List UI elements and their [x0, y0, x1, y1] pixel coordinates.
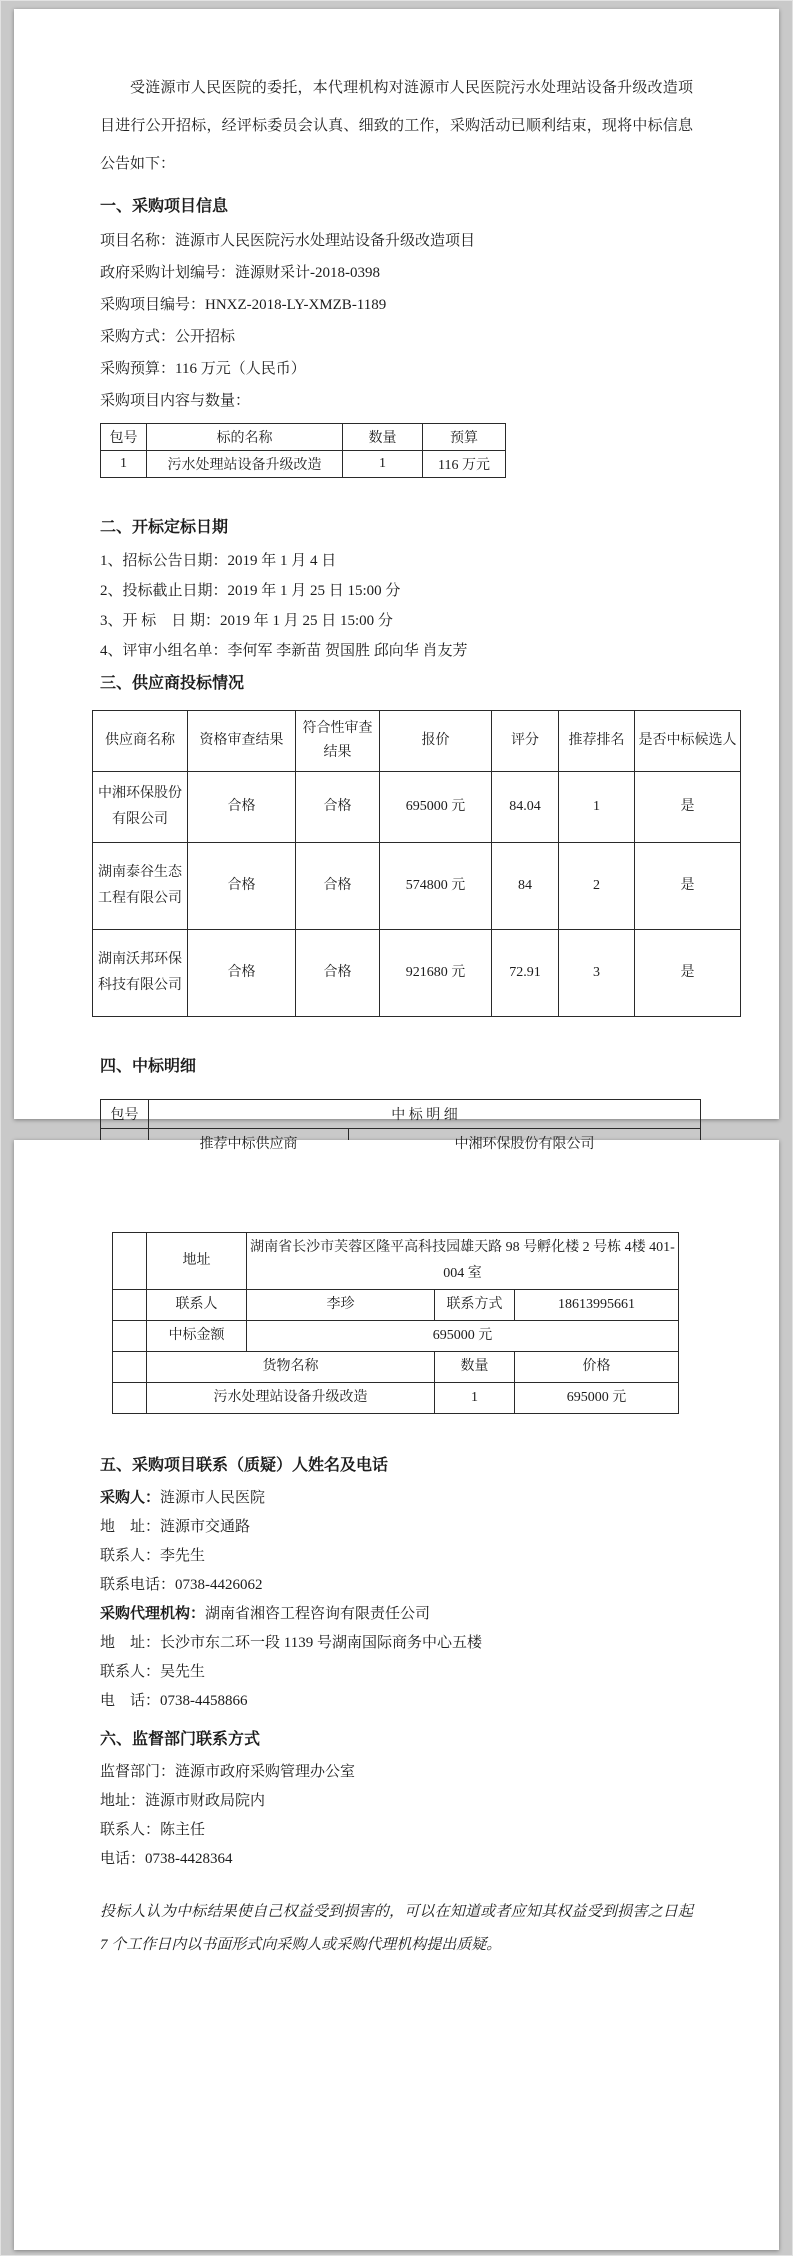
award-cont-package-cell: [113, 1352, 147, 1383]
purchaser-line: [100, 1484, 693, 1513]
bidders-header-qualification: 资格审查结果: [188, 711, 296, 772]
bidders-header-supplier: 供应商名称: [93, 711, 188, 772]
award-cont-package-cell: [113, 1233, 147, 1290]
bidder-2-candidate: 是: [635, 843, 741, 930]
agency-contact-line: 联系人：吴先生: [100, 1664, 206, 1680]
supervision-phone-line: 电话：0738-4428364: [100, 1851, 233, 1867]
purchaser-phone-line: 联系电话：0738-4426062: [100, 1577, 263, 1593]
agency-phone-line: 电 话：0738-4458866: [100, 1693, 248, 1709]
page-2-content: [14, 1140, 779, 1962]
section-3-title: 三、供应商投标情况: [100, 675, 245, 692]
purchaser-value: 涟源市人民医院: [160, 1490, 266, 1506]
award-goods-qty: 1: [435, 1383, 515, 1414]
project-number-line: 采购项目编号：HNXZ-2018-LY-XMZB-1189: [100, 297, 387, 313]
bidder-1-name: 中湘环保股份有限公司: [93, 772, 188, 843]
items-header-package: 包号: [101, 424, 147, 451]
award-phone-label: 联系方式: [435, 1290, 515, 1321]
items-header-quantity: 数量: [343, 424, 423, 451]
supervision-address-line: 地址：涟源市财政局院内: [100, 1793, 266, 1809]
bidder-3-quote: 921680 元: [380, 930, 492, 1017]
award-goods-label: 货物名称: [147, 1352, 435, 1383]
award-amount-row: [113, 1321, 679, 1352]
items-table-row: [101, 451, 506, 478]
award-contact-label: 联系人: [147, 1290, 247, 1321]
document-page-1: [14, 9, 779, 1152]
content-quantity-line: 采购项目内容与数量：: [100, 393, 251, 409]
items-table-header-row: [101, 424, 506, 451]
bidders-header-quote: 报价: [380, 711, 492, 772]
award-goods-price: 695000 元: [515, 1383, 679, 1414]
agency-line: [100, 1600, 693, 1629]
review-panel-line: 4、评审小组名单：李何军 李新苗 贺国胜 邱向华 肖友芳: [100, 643, 468, 659]
bidder-2-quote: 574800 元: [380, 843, 492, 930]
bidders-header-row: [93, 711, 741, 772]
bidder-2-conformity: 合格: [296, 843, 380, 930]
award-contact-value: 李珍: [247, 1290, 435, 1321]
closing-notice-paragraph: 投标人认为中标结果使自己权益受到损害的，可以在知道或者应知其权益受到损害之日起 7 个工作日内以书面形式向采购人或采购代理机构提出质疑。: [100, 1904, 693, 1953]
bidder-1-score: 84.04: [492, 772, 559, 843]
bidder-row-2: [93, 843, 741, 930]
bidder-1-quote: 695000 元: [380, 772, 492, 843]
bidders-header-rank: 推荐排名: [559, 711, 635, 772]
award-address-label: 地址: [147, 1233, 247, 1290]
section-1-title: 一、采购项目信息: [100, 198, 229, 215]
award-cont-package-cell: [113, 1290, 147, 1321]
award-phone-value: 18613995661: [515, 1290, 679, 1321]
agency-value: 湖南省湘咨工程咨询有限责任公司: [205, 1606, 431, 1622]
plan-number-line: 政府采购计划编号：涟源财采计-2018-0398: [100, 265, 380, 281]
purchaser-contact-line: 联系人：李先生: [100, 1548, 206, 1564]
supervision-dept-line: 监督部门：涟源市政府采购管理办公室: [100, 1764, 356, 1780]
procurement-method-line: 采购方式：公开招标: [100, 329, 236, 345]
announce-date-line: 1、招标公告日期：2019 年 1 月 4 日: [100, 553, 337, 569]
award-supplier-value: 中湘环保股份有限公司: [349, 1129, 701, 1158]
section-5-title: 五、采购项目联系（质疑）人姓名及电话: [100, 1457, 389, 1474]
award-goods-name: 污水处理站设备升级改造: [147, 1383, 435, 1414]
document-page-2: [14, 1140, 779, 2250]
award-cont-package-cell: [113, 1321, 147, 1352]
items-cell-subject: 污水处理站设备升级改造: [147, 451, 343, 478]
agency-label: 采购代理机构：: [100, 1606, 206, 1622]
purchaser-label: 采购人：: [100, 1490, 161, 1506]
project-name-line: 项目名称：涟源市人民医院污水处理站设备升级改造项目: [100, 233, 476, 249]
award-price-label: 价格: [515, 1352, 679, 1383]
bidder-1-rank: 1: [559, 772, 635, 843]
items-cell-package: 1: [101, 451, 147, 478]
award-continuation-table: [112, 1232, 679, 1414]
agency-address-line: 地 址：长沙市东二环一段 1139 号湖南国际商务中心五楼: [100, 1635, 482, 1651]
items-header-budget: 预算: [423, 424, 506, 451]
award-goods-header-row: [113, 1352, 679, 1383]
supervision-contact-line: 联系人：陈主任: [100, 1822, 206, 1838]
award-supplier-label: 推荐中标供应商: [149, 1129, 349, 1158]
bidder-2-rank: 2: [559, 843, 635, 930]
opening-date-line: 3、开 标 日 期：2019 年 1 月 25 日 15:00 分: [100, 613, 393, 629]
intro-paragraph: 受涟源市人民医院的委托，本代理机构对涟源市人民医院污水处理站设备升级改造项目进行公开招标，经评标委员会认真、细致的工作，采购活动已顺利结束，现将中标信息公告如下：: [100, 80, 693, 172]
bidder-1-qualification: 合格: [188, 772, 296, 843]
items-cell-quantity: 1: [343, 451, 423, 478]
section-6-title: 六、监督部门联系方式: [100, 1731, 261, 1748]
bidder-3-conformity: 合格: [296, 930, 380, 1017]
bidder-1-candidate: 是: [635, 772, 741, 843]
items-header-subject: 标的名称: [147, 424, 343, 451]
bidder-row-3: [93, 930, 741, 1017]
page-1-content: [14, 9, 779, 1158]
bidder-3-qualification: 合格: [188, 930, 296, 1017]
bidders-table: [92, 710, 741, 1017]
bidder-1-conformity: 合格: [296, 772, 380, 843]
purchaser-address-line: 地 址：涟源市交通路: [100, 1519, 251, 1535]
items-table: [100, 423, 506, 478]
award-header-row: [101, 1100, 701, 1129]
award-amount-value: 695000 元: [247, 1321, 679, 1352]
bidder-3-score: 72.91: [492, 930, 559, 1017]
bidders-header-score: 评分: [492, 711, 559, 772]
bidder-3-candidate: 是: [635, 930, 741, 1017]
section-4-title: 四、中标明细: [100, 1058, 197, 1075]
items-cell-budget: 116 万元: [423, 451, 506, 478]
deadline-line: 2、投标截止日期：2019 年 1 月 25 日 15:00 分: [100, 583, 401, 599]
bidder-3-rank: 3: [559, 930, 635, 1017]
bidders-header-candidate: 是否中标候选人: [635, 711, 741, 772]
bidder-2-score: 84: [492, 843, 559, 930]
bidder-row-1: [93, 772, 741, 843]
award-address-value: 湖南省长沙市芙蓉区隆平高科技园雄天路 98 号孵化楼 2 号栋 4楼 401-004 室: [247, 1233, 679, 1290]
budget-line: 采购预算：116 万元（人民币）: [100, 361, 306, 377]
award-qty-label: 数量: [435, 1352, 515, 1383]
bidder-2-name: 湖南泰谷生态工程有限公司: [93, 843, 188, 930]
award-address-row: [113, 1233, 679, 1290]
award-amount-label: 中标金额: [147, 1321, 247, 1352]
award-header-detail: 中 标 明 细: [149, 1100, 701, 1129]
award-goods-row: [113, 1383, 679, 1414]
award-contact-row: [113, 1290, 679, 1321]
award-cont-package-cell: [113, 1383, 147, 1414]
award-header-package: 包号: [101, 1100, 149, 1129]
bidders-header-conformity: 符合性审查结果: [296, 711, 380, 772]
bidder-3-name: 湖南沃邦环保科技有限公司: [93, 930, 188, 1017]
section-2-title: 二、开标定标日期: [100, 519, 229, 536]
bidder-2-qualification: 合格: [188, 843, 296, 930]
